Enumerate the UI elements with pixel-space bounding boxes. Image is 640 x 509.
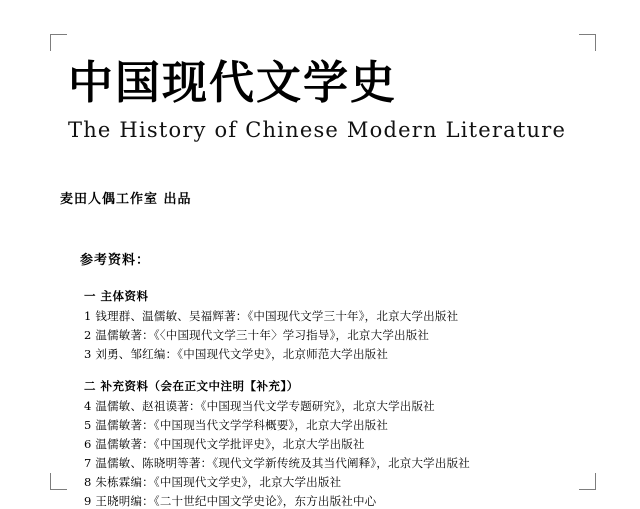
studio-credit: 麦田人偶工作室 出品 [60, 192, 192, 207]
reference-entry: 4 温儒敏、赵祖谟著：《中国现当代文学专题研究》，北京大学出版社 [84, 399, 435, 413]
reference-section-primary [60, 288, 586, 362]
reference-entry: 8 朱栋霖编：《中国现代文学史》，北京大学出版社 [84, 475, 342, 489]
reference-entry: 9 王晓明编：《二十世纪中国文学史论》，东方出版社中心 [84, 494, 377, 508]
reference-entry: 3 刘勇、邹红编：《中国现代文学史》，北京师范大学出版社 [84, 347, 389, 361]
reference-entry: 2 温儒敏著：《〈中国现代文学三十年〉学习指导》，北京大学出版社 [84, 328, 430, 342]
reference-entry: 7 温儒敏、陈晓明等著：《现代文学新传统及其当代阐释》，北京大学出版社 [84, 456, 470, 470]
page-title-english: The History of Chinese Modern Literature [68, 118, 567, 142]
reference-entry: 6 温儒敏著：《中国现代文学批评史》，北京大学出版社 [84, 437, 365, 451]
references-heading: 参考资料： [80, 253, 151, 268]
section-title: 一 主体资料 [84, 289, 149, 303]
document-content [60, 48, 586, 508]
page-title-chinese: 中国现代文学史 [68, 56, 398, 109]
reference-section-supplementary [60, 378, 586, 509]
reference-entry: 1 钱理群、温儒敏、吴福辉著：《中国现代文学三十年》，北京大学出版社 [84, 309, 459, 323]
reference-entry: 5 温儒敏著：《中国现当代文学学科概要》，北京大学出版社 [84, 418, 389, 432]
section-title: 二 补充资料（会在正文中注明【补充】） [84, 379, 299, 393]
